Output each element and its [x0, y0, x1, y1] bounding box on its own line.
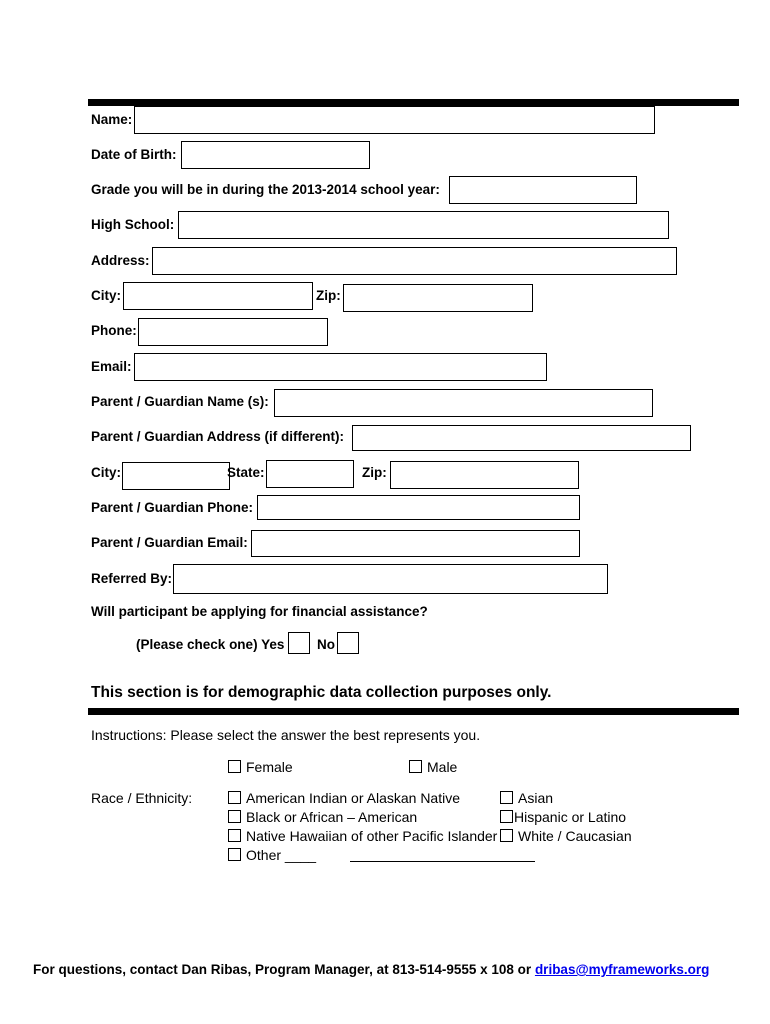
male-label: Male [427, 759, 458, 775]
guardian-name-input[interactable] [275, 390, 652, 416]
guardian-zip-input[interactable] [391, 462, 578, 488]
other-specify-line[interactable] [350, 861, 535, 862]
guardian-state-field[interactable] [266, 460, 354, 488]
zip-input[interactable] [344, 285, 532, 311]
guardian-city-label: City: [91, 465, 121, 480]
guardian-city-input[interactable] [123, 463, 229, 489]
female-label: Female [246, 759, 293, 775]
race-label: Race / Ethnicity: [91, 790, 193, 806]
demographics-heading: This section is for demographic data collection purposes only. [91, 684, 552, 701]
city-input[interactable] [124, 283, 312, 309]
hawaiian-checkbox[interactable] [228, 829, 241, 842]
asian-label: Asian [518, 790, 554, 806]
grade-field[interactable] [449, 176, 637, 204]
other-checkbox[interactable] [228, 848, 241, 861]
zip-field[interactable] [343, 284, 533, 312]
footer-contact [33, 962, 709, 977]
guardian-state-input[interactable] [267, 461, 353, 487]
guardian-email-input[interactable] [252, 531, 579, 556]
yes-checkbox[interactable] [288, 632, 310, 654]
hawaiian-label: Native Hawaiian of other Pacific Islander [246, 828, 498, 844]
guardian-city-field[interactable] [122, 462, 230, 490]
guardian-state-label: State: [227, 465, 265, 480]
high-school-label: High School: [91, 217, 175, 232]
hispanic-checkbox[interactable] [500, 810, 513, 823]
guardian-zip-label: Zip: [362, 465, 387, 480]
address-field[interactable] [152, 247, 677, 275]
male-checkbox[interactable] [409, 760, 422, 773]
female-checkbox[interactable] [228, 760, 241, 773]
address-label: Address: [91, 253, 150, 268]
zip-label: Zip: [316, 288, 341, 303]
no-label: No [317, 637, 335, 652]
hispanic-label: Hispanic or Latino [514, 809, 627, 825]
phone-label: Phone: [91, 323, 137, 338]
footer-email-link[interactable]: dribas@myframeworks.org [534, 962, 710, 977]
dob-input[interactable] [182, 142, 369, 168]
guardian-email-field[interactable] [251, 530, 580, 557]
name-label: Name: [91, 112, 133, 127]
white-checkbox[interactable] [500, 829, 513, 842]
black-checkbox[interactable] [228, 810, 241, 823]
guardian-phone-label: Parent / Guardian Phone: [91, 500, 254, 515]
referred-label: Referred By: [91, 571, 173, 586]
american-indian-checkbox[interactable] [228, 791, 241, 804]
name-input[interactable] [135, 107, 654, 133]
name-field[interactable] [134, 106, 655, 134]
email-input[interactable] [135, 354, 546, 380]
referred-input[interactable] [174, 565, 607, 593]
guardian-zip-field[interactable] [390, 461, 579, 489]
email-label: Email: [91, 359, 132, 374]
guardian-address-field[interactable] [352, 425, 691, 451]
guardian-phone-field[interactable] [257, 495, 580, 520]
financial-question: Will participant be applying for financial assistance? [91, 604, 428, 619]
phone-field[interactable] [138, 318, 328, 346]
top-divider [88, 99, 739, 106]
no-checkbox[interactable] [337, 632, 359, 654]
dob-label: Date of Birth: [91, 147, 177, 162]
guardian-name-label: Parent / Guardian Name (s): [91, 394, 269, 409]
guardian-phone-input[interactable] [258, 496, 579, 519]
guardian-address-label: Parent / Guardian Address (if different): [91, 429, 345, 444]
high-school-field[interactable] [178, 211, 669, 239]
guardian-email-label: Parent / Guardian Email: [91, 535, 248, 550]
instructions-text: Instructions: Please select the answer the best represents you. [91, 727, 481, 743]
email-field[interactable] [134, 353, 547, 381]
city-field[interactable] [123, 282, 313, 310]
phone-input[interactable] [139, 319, 327, 345]
address-input[interactable] [153, 248, 676, 274]
other-label: Other ____ [246, 847, 317, 863]
grade-input[interactable] [450, 177, 636, 203]
guardian-address-input[interactable] [353, 426, 690, 450]
grade-label: Grade you will be in during the 2013-2014 school year: [91, 182, 440, 197]
guardian-name-field[interactable] [274, 389, 653, 417]
city-label: City: [91, 288, 121, 303]
check-one-label: (Please check one) Yes [136, 637, 285, 652]
black-label: Black or African – American [246, 809, 418, 825]
demographics-divider [88, 708, 739, 715]
asian-checkbox[interactable] [500, 791, 513, 804]
american-indian-label: American Indian or Alaskan Native [246, 790, 460, 806]
footer-text: For questions, contact Dan Ribas, Program Manager, at 813-514-9555 x 108 or [33, 962, 535, 977]
high-school-input[interactable] [179, 212, 668, 238]
referred-field[interactable] [173, 564, 608, 594]
dob-field[interactable] [181, 141, 370, 169]
white-label: White / Caucasian [518, 828, 632, 844]
